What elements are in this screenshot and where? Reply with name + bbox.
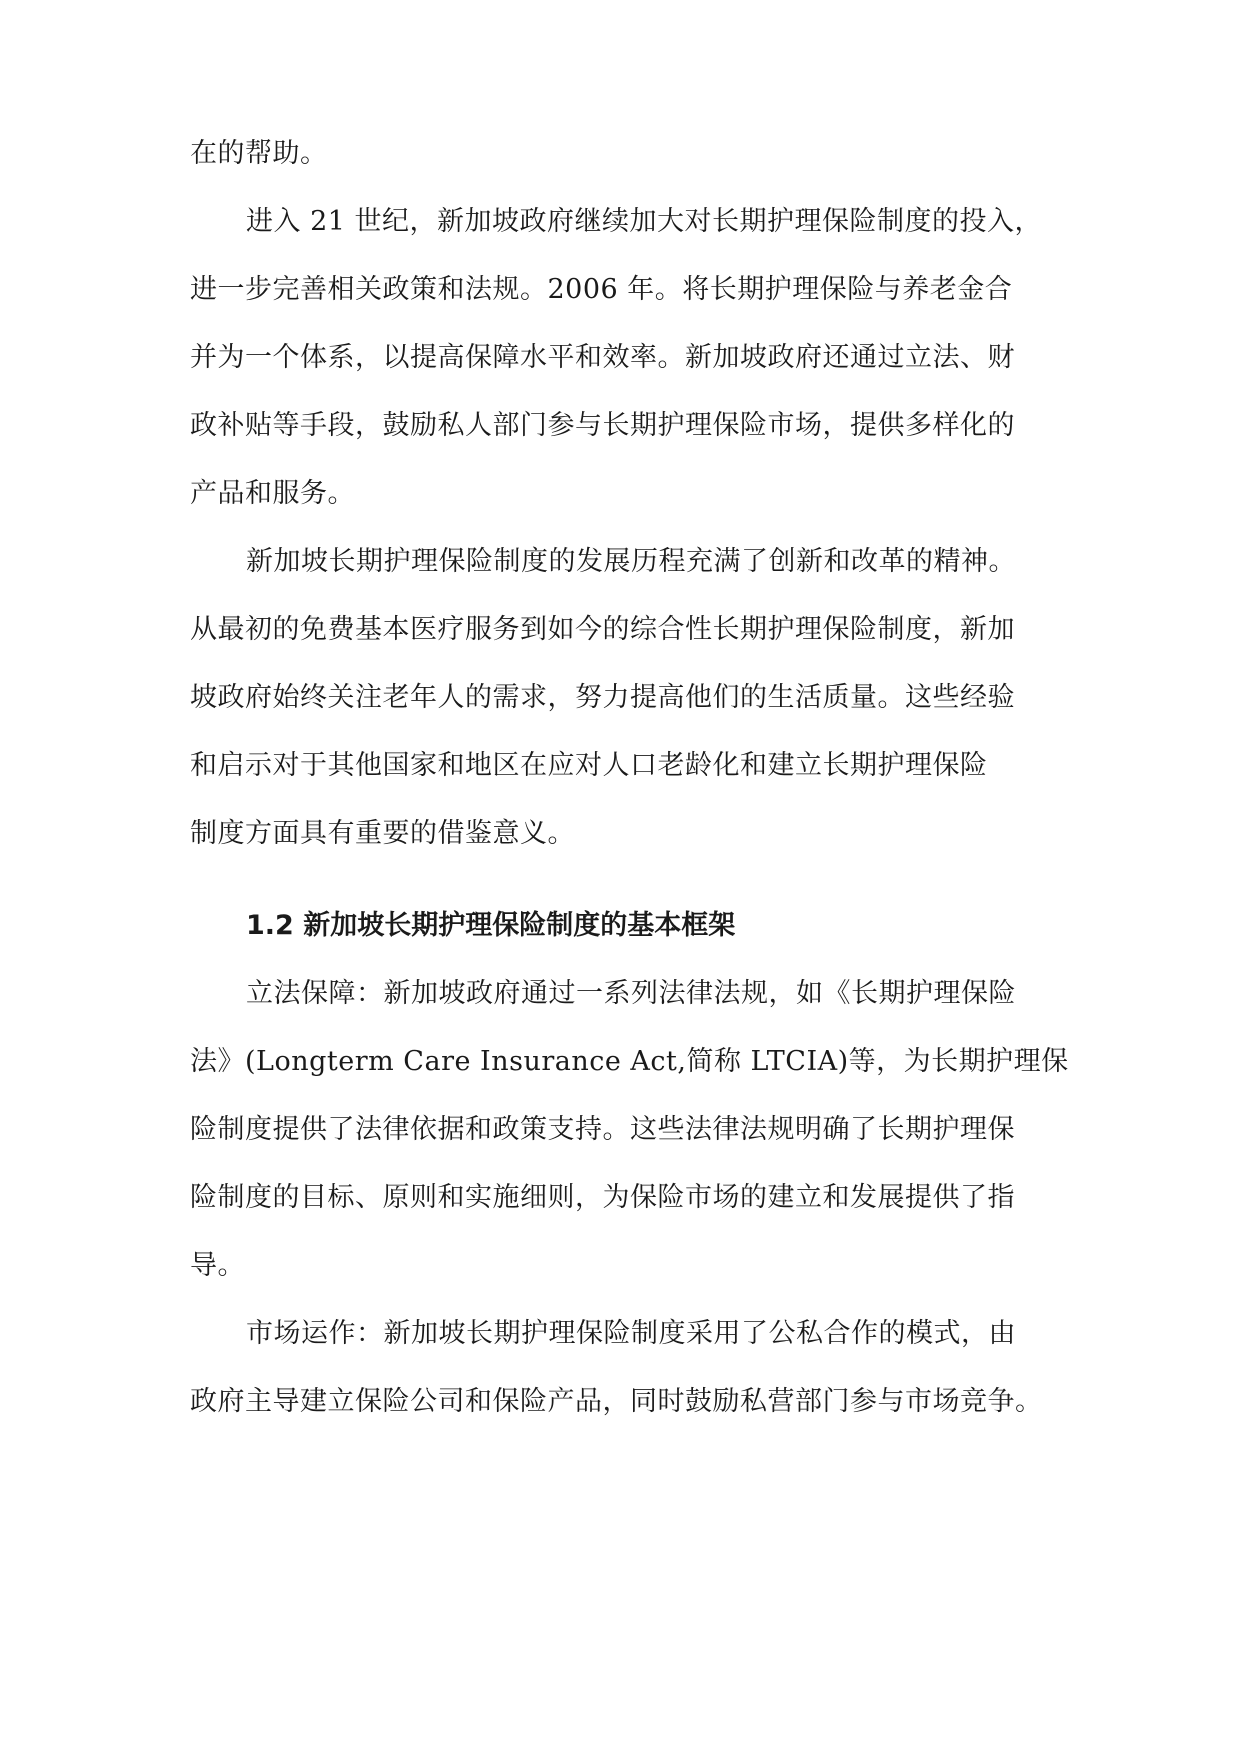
text-line: 法》(Longterm Care Insurance Act,简称 LTCIA)等，为长期护理保: [190, 1046, 1069, 1077]
paragraph-first-line: 进入 21 世纪，新加坡政府继续加大对长期护理保险制度的投入，: [246, 206, 1043, 237]
text-line: 政府主导建立保险公司和保险产品，同时鼓励私营部门参与市场竞争。: [190, 1386, 1043, 1417]
text-line: 在的帮助。: [190, 138, 328, 169]
text-line: 并为一个体系，以提高保障水平和效率。新加坡政府还通过立法、财: [190, 342, 1015, 373]
text-line: 坡政府始终关注老年人的需求，努力提高他们的生活质量。这些经验: [190, 682, 1015, 713]
paragraph-first-line: 立法保障：新加坡政府通过一系列法律法规，如《长期护理保险: [246, 978, 1016, 1009]
text-line: 进一步完善相关政策和法规。2006 年。将长期护理保险与养老金合: [190, 274, 1013, 305]
section-heading: 1.2 新加坡长期护理保险制度的基本框架: [246, 910, 736, 941]
text-line: 导。: [190, 1250, 245, 1281]
text-line: 制度方面具有重要的借鉴意义。: [190, 818, 575, 849]
paragraph-first-line: 新加坡长期护理保险制度的发展历程充满了创新和改革的精神。: [246, 546, 1016, 577]
text-line: 和启示对于其他国家和地区在应对人口老龄化和建立长期护理保险: [190, 750, 988, 781]
text-line: 从最初的免费基本医疗服务到如今的综合性长期护理保险制度，新加: [190, 614, 1015, 645]
paragraph-first-line: 市场运作：新加坡长期护理保险制度采用了公私合作的模式，由: [246, 1318, 1016, 1349]
text-line: 险制度的目标、原则和实施细则，为保险市场的建立和发展提供了指: [190, 1182, 1015, 1213]
text-line: 险制度提供了法律依据和政策支持。这些法律法规明确了长期护理保: [190, 1114, 1015, 1145]
text-line: 产品和服务。: [190, 478, 355, 509]
text-line: 政补贴等手段，鼓励私人部门参与长期护理保险市场，提供多样化的: [190, 410, 1015, 441]
